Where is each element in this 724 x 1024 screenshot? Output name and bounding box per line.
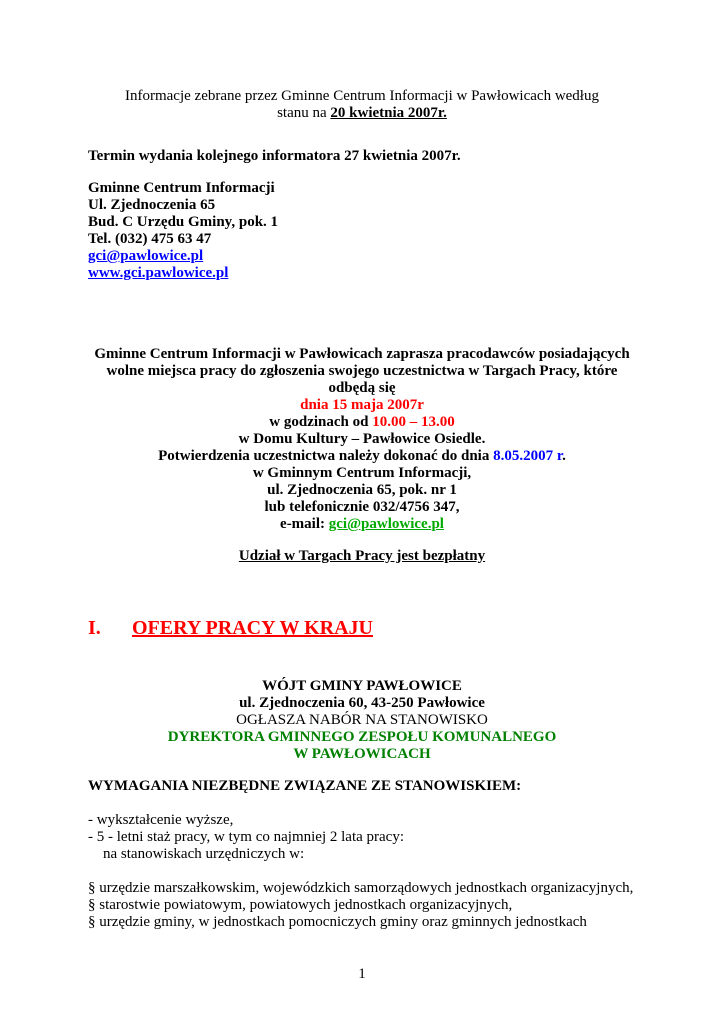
fair-phone: lub telefonicznie 032/4756 347, bbox=[264, 499, 460, 515]
fair-hours-prefix: w godzinach od bbox=[269, 414, 373, 430]
contact-block bbox=[88, 180, 278, 282]
office-types-list bbox=[88, 880, 633, 931]
fair-line-3: odbędą się bbox=[328, 380, 396, 396]
fair-email-prefix: e-mail: bbox=[280, 516, 329, 532]
fair-confirm-date: 8.05.2007 r bbox=[493, 448, 563, 464]
report-header bbox=[0, 88, 724, 122]
contact-street: Ul. Zjednoczenia 65 bbox=[88, 197, 216, 213]
fair-line-1: Gminne Centrum Informacji w Pawłowicach zaprasza pracodawców posiadających bbox=[94, 346, 630, 362]
requirements-list bbox=[88, 812, 404, 863]
requirements-heading: WYMAGANIA NIEZBĘDNE ZWIĄZANE ZE STANOWISKIEM: bbox=[88, 778, 522, 794]
fair-free-notice: Udział w Targach Pracy jest bezpłatny bbox=[238, 548, 486, 564]
contact-website-link[interactable]: www.gci.pawlowice.pl bbox=[88, 265, 229, 281]
fair-venue: w Domu Kultury – Pawłowice Osiedle. bbox=[238, 431, 486, 447]
header-line-2-prefix: stanu na bbox=[277, 105, 331, 121]
page-number: 1 bbox=[358, 966, 366, 982]
fair-email-line bbox=[0, 516, 724, 533]
offer-employer: WÓJT GMINY PAWŁOWICE bbox=[262, 678, 462, 694]
fair-place-2: ul. Zjednoczenia 65, pok. nr 1 bbox=[267, 482, 457, 498]
office-type-item: § urzędzie marszałkowskim, wojewódzkich samorządowych jednostkach organizacyjnych, bbox=[88, 880, 634, 896]
contact-name: Gminne Centrum Informacji bbox=[88, 180, 275, 196]
header-date: 20 kwietnia 2007r. bbox=[330, 105, 447, 121]
offer-position-1: DYREKTORA GMINNEGO ZESPOŁU KOMUNALNEGO bbox=[167, 729, 557, 745]
fair-hours: 10.00 – 13.00 bbox=[372, 414, 455, 430]
fair-line-2: wolne miejsca pracy do zgłoszenia swojego uczestnictwa w Targach Pracy, które bbox=[106, 363, 618, 379]
header-line-1: Informacje zebrane przez Gminne Centrum Informacji w Pawłowicach według bbox=[125, 88, 599, 104]
fair-confirm-suffix: . bbox=[562, 448, 566, 464]
fair-date: dnia 15 maja 2007r bbox=[300, 397, 424, 413]
office-type-item: § urzędzie gminy, w jednostkach pomocniczych gminy oraz gminnych jednostkach bbox=[88, 914, 587, 930]
fair-hours-line bbox=[0, 414, 724, 431]
section-title: OFERY PRACY W KRAJU bbox=[132, 617, 373, 639]
offer-position-2: W PAWŁOWICACH bbox=[293, 746, 431, 762]
contact-email-link[interactable]: gci@pawlowice.pl bbox=[88, 248, 204, 264]
contact-building: Bud. C Urzędu Gminy, pok. 1 bbox=[88, 214, 279, 230]
offer-announce: OGŁASZA NABÓR NA STANOWISKO bbox=[236, 712, 488, 728]
fair-place-1: w Gminnym Centrum Informacji, bbox=[252, 465, 472, 481]
header-line-2 bbox=[0, 105, 724, 122]
fair-confirm-prefix: Potwierdzenia uczestnictwa należy dokonać do dnia bbox=[158, 448, 494, 464]
job-offer-header bbox=[0, 678, 724, 763]
next-issue-notice: Termin wydania kolejnego informatora 27 kwietnia 2007r. bbox=[88, 148, 461, 164]
offer-address: ul. Zjednoczenia 60, 43-250 Pawłowice bbox=[239, 695, 485, 711]
section-number: I. bbox=[88, 617, 101, 639]
office-type-item: § starostwie powiatowym, powiatowych jednostkach organizacyjnych, bbox=[88, 897, 513, 913]
requirement-item: - 5 - letni staż pracy, w tym co najmniej 2 lata pracy: bbox=[88, 829, 404, 845]
fair-email-link[interactable]: gci@pawlowice.pl bbox=[328, 516, 444, 532]
requirement-item: - wykształcenie wyższe, bbox=[88, 812, 234, 828]
job-fair-announcement bbox=[0, 346, 724, 533]
fair-confirm-line bbox=[0, 448, 724, 465]
contact-phone: Tel. (032) 475 63 47 bbox=[88, 231, 212, 247]
requirement-item: na stanowiskach urzędniczych w: bbox=[88, 846, 305, 862]
